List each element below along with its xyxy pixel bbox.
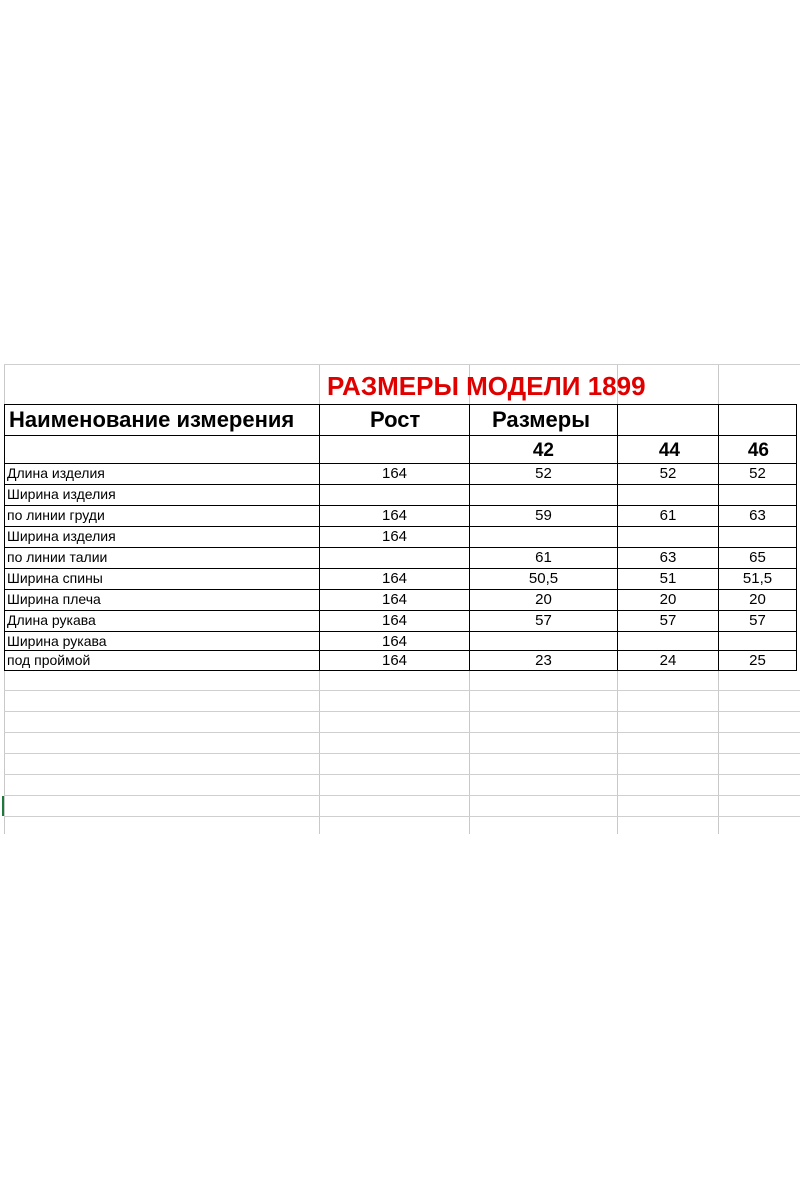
column-header-name: Наименование измерения <box>9 407 295 432</box>
gridline <box>4 816 800 817</box>
row-label: Ширина плеча <box>7 591 101 607</box>
cell-height: 164 <box>381 507 408 524</box>
gridline <box>4 795 800 796</box>
cell-v44: 61 <box>659 507 677 524</box>
table-border <box>4 670 797 671</box>
cell-v46: 57 <box>749 612 766 629</box>
cell-v42: 57 <box>535 612 552 629</box>
table-border <box>4 650 797 651</box>
page-title: РАЗМЕРЫ МОДЕЛИ 1899 <box>327 371 646 401</box>
table-border <box>4 505 797 506</box>
table-border <box>4 547 797 548</box>
cell-v42: 59 <box>535 507 552 524</box>
table-border <box>4 435 797 436</box>
row-label: Ширина рукава <box>7 633 107 649</box>
cell-v46: 20 <box>749 591 766 608</box>
cell-v44: 20 <box>659 591 677 608</box>
cell-v44: 63 <box>659 549 677 566</box>
gridline <box>4 774 800 775</box>
row-label: Ширина спины <box>7 570 103 586</box>
cell-height: 164 <box>381 528 408 545</box>
cell-v42: 50,5 <box>528 570 559 587</box>
cell-v46: 25 <box>749 652 766 669</box>
table-border <box>4 484 797 485</box>
gridline <box>4 711 800 712</box>
table-border <box>4 589 797 590</box>
cell-cursor <box>2 796 4 816</box>
cell-v46: 51,5 <box>742 570 773 587</box>
gridline <box>4 690 800 691</box>
row-label: по линии груди <box>7 507 105 523</box>
cell-v46: 52 <box>749 465 766 482</box>
gridline <box>4 753 800 754</box>
table-border <box>4 463 797 464</box>
column-header-sizes: Размеры <box>492 407 591 432</box>
row-label: Ширина изделия <box>7 528 116 544</box>
table-border <box>4 610 797 611</box>
cell-v46: 65 <box>749 549 766 566</box>
cell-v44: 57 <box>659 612 677 629</box>
row-label: под проймой <box>7 652 91 668</box>
cell-height: 164 <box>381 652 408 669</box>
cell-v42: 52 <box>535 465 552 482</box>
gridline <box>4 732 800 733</box>
cell-v44: 24 <box>659 652 677 669</box>
cell-height: 164 <box>381 570 408 587</box>
cell-v42: 20 <box>535 591 552 608</box>
table-border <box>4 568 797 569</box>
row-label: Длина рукава <box>7 612 96 628</box>
cell-v44: 51 <box>659 570 677 587</box>
cell-v42: 23 <box>535 652 552 669</box>
cell-v44: 52 <box>659 465 677 482</box>
cell-height: 164 <box>381 633 408 650</box>
cell-v46: 63 <box>749 507 766 524</box>
column-header-height: Рост <box>370 407 421 432</box>
row-label: Длина изделия <box>7 465 105 481</box>
size-header-46: 46 <box>747 440 769 461</box>
cell-height: 164 <box>381 465 408 482</box>
row-label: Ширина изделия <box>7 486 116 502</box>
cell-height: 164 <box>381 612 408 629</box>
row-label: по линии талии <box>7 549 108 565</box>
table-border <box>4 526 797 527</box>
table-border <box>4 404 797 405</box>
size-header-42: 42 <box>532 440 554 461</box>
cell-height: 164 <box>381 591 408 608</box>
gridline <box>4 364 800 365</box>
table-border <box>4 631 797 632</box>
size-header-44: 44 <box>658 440 680 461</box>
cell-v42: 61 <box>535 549 552 566</box>
